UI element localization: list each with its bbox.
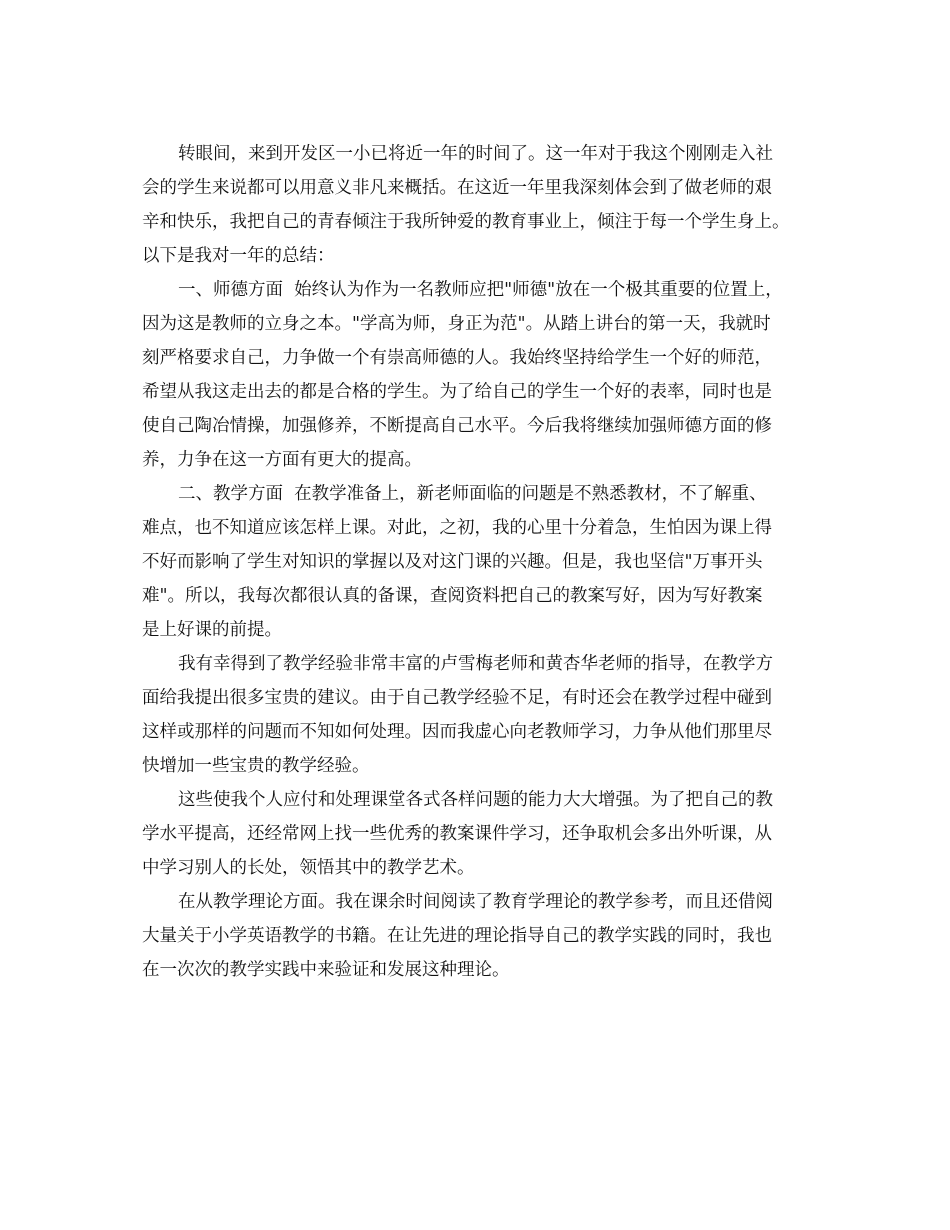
text-line: 是上好课的前提。: [142, 620, 282, 640]
text-line: 在一次次的教学实践中来验证和发展这种理论。: [142, 960, 510, 980]
text-line: 快增加一些宝贵的教学经验。: [142, 756, 370, 776]
text-line: 我有幸得到了教学经验非常丰富的卢雪梅老师和黄杏华老师的指导，在教学方: [178, 654, 773, 674]
text-line: 这些使我个人应付和处理课堂各式各样问题的能力大大增强。为了把自己的教: [178, 790, 773, 810]
text-line: 会的学生来说都可以用意义非凡来概括。在这近一年里我深刻体会到了做老师的艰: [142, 178, 772, 198]
text-line: 使自己陶冶情操，加强修养，不断提高自己水平。今后我将继续加强师德方面的修: [142, 416, 772, 436]
text-line: 面给我提出很多宝贵的建议。由于自己教学经验不足，有时还会在教学过程中碰到: [142, 688, 772, 708]
text-line: 希望从我这走出去的都是合格的学生。为了给自己的学生一个好的表率，同时也是: [142, 382, 772, 402]
text-line: 大量关于小学英语教学的书籍。在让先进的理论指导自己的教学实践的同时，我也: [142, 926, 772, 946]
text-line: 学水平提高，还经常网上找一些优秀的教案课件学习，还争取机会多出外听课，从: [142, 824, 772, 844]
text-line: 在从教学理论方面。我在课余时间阅读了教育学理论的教学参考，而且还借阅: [178, 892, 773, 912]
text-line: 难"。所以，我每次都很认真的备课，查阅资料把自己的教案写好，因为写好教案: [142, 586, 763, 606]
text-line: 辛和快乐，我把自己的青春倾注于我所钟爱的教育事业上，倾注于每一个学生身上。: [142, 212, 790, 232]
text-line: 一、师德方面 始终认为作为一名教师应把"师德"放在一个极其重要的位置上，: [178, 280, 783, 300]
text-line: 养，力争在这一方面有更大的提高。: [142, 450, 422, 470]
text-line: 刻严格要求自己，力争做一个有崇高师德的人。我始终坚持给学生一个好的师范，: [142, 348, 772, 368]
text-line: 难点，也不知道应该怎样上课。对此，之初，我的心里十分着急，生怕因为课上得: [142, 518, 772, 538]
text-line: 转眼间，来到开发区一小已将近一年的时间了。这一年对于我这个刚刚走入社: [178, 144, 773, 164]
text-line: 因为这是教师的立身之本。"学高为师，身正为范"。从踏上讲台的第一天，我就时: [142, 314, 771, 334]
text-line: 这样或那样的问题而不知如何处理。因而我虚心向老教师学习，力争从他们那里尽: [142, 722, 772, 742]
text-line: 以下是我对一年的总结：: [142, 246, 335, 266]
text-line: 不好而影响了学生对知识的掌握以及对这门课的兴趣。但是，我也坚信"万事开头: [142, 552, 763, 572]
text-line: 中学习别人的长处，领悟其中的教学艺术。: [142, 858, 475, 878]
text-line: 二、教学方面 在教学准备上，新老师面临的问题是不熟悉教材，不了解重、: [178, 484, 767, 504]
